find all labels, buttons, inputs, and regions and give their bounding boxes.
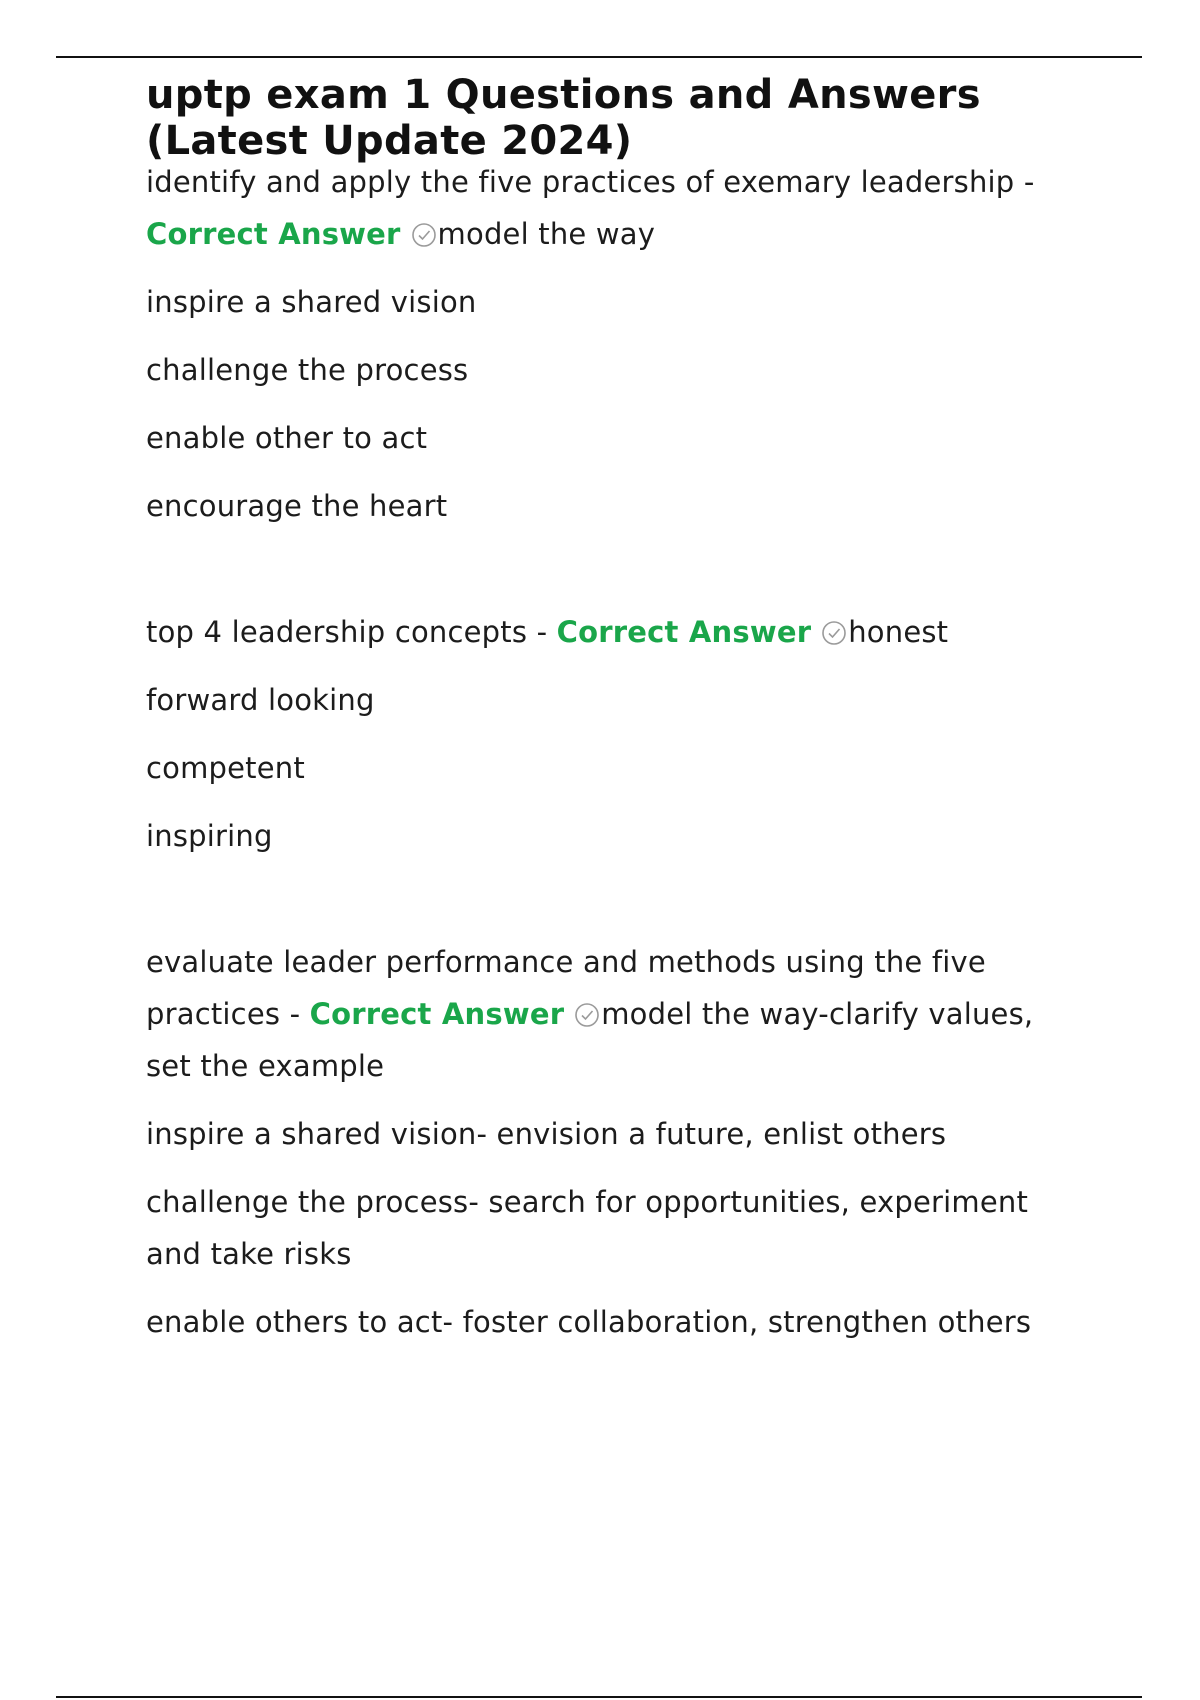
document-body: [146, 72, 1076, 1348]
bottom-rule: [56, 1696, 1142, 1698]
question-text: [146, 156, 1076, 260]
answer-line: competent: [146, 751, 305, 785]
check-circle-icon: [411, 222, 437, 248]
top-rule: [56, 56, 1142, 58]
question: identify and apply the five practices of exemary leadership -: [146, 165, 1035, 199]
answer-line: encourage the heart: [146, 489, 448, 523]
answer-first: model the way-clarify values, set the example: [146, 997, 1034, 1083]
spacer: [146, 532, 1076, 606]
qa-item: [146, 606, 1076, 862]
answer-line: inspire a shared vision- envision a future, enlist others: [146, 1117, 947, 1151]
check-circle-icon: [574, 1002, 600, 1028]
answer-line: challenge the process: [146, 353, 469, 387]
answer-line: forward looking: [146, 683, 375, 717]
question: top 4 leadership concepts -: [146, 615, 557, 649]
correct-answer-label: Correct Answer: [556, 615, 812, 649]
qa-item: [146, 156, 1076, 532]
answer-first: honest: [848, 615, 949, 649]
answer-first: model the way: [437, 217, 656, 251]
answer-line: enable others to act- foster collaboration, strengthen others: [146, 1305, 1032, 1339]
question-text: [146, 936, 1076, 1092]
page-title: uptp exam 1 Questions and Answers (Latest Update 2024): [146, 72, 981, 164]
answer-line: inspiring: [146, 819, 273, 853]
qa-item: [146, 936, 1076, 1348]
spacer: [146, 862, 1076, 936]
correct-answer-label: Correct Answer: [309, 997, 565, 1031]
answer-line: enable other to act: [146, 421, 428, 455]
correct-answer-label: Correct Answer: [146, 217, 401, 251]
answer-line: challenge the process- search for opportunities, experiment and take risks: [146, 1185, 1029, 1271]
question: evaluate leader performance and methods using the five practices -: [146, 945, 986, 1031]
question-text: [146, 606, 1076, 658]
answer-line: inspire a shared vision: [146, 285, 477, 319]
check-circle-icon: [821, 620, 847, 646]
